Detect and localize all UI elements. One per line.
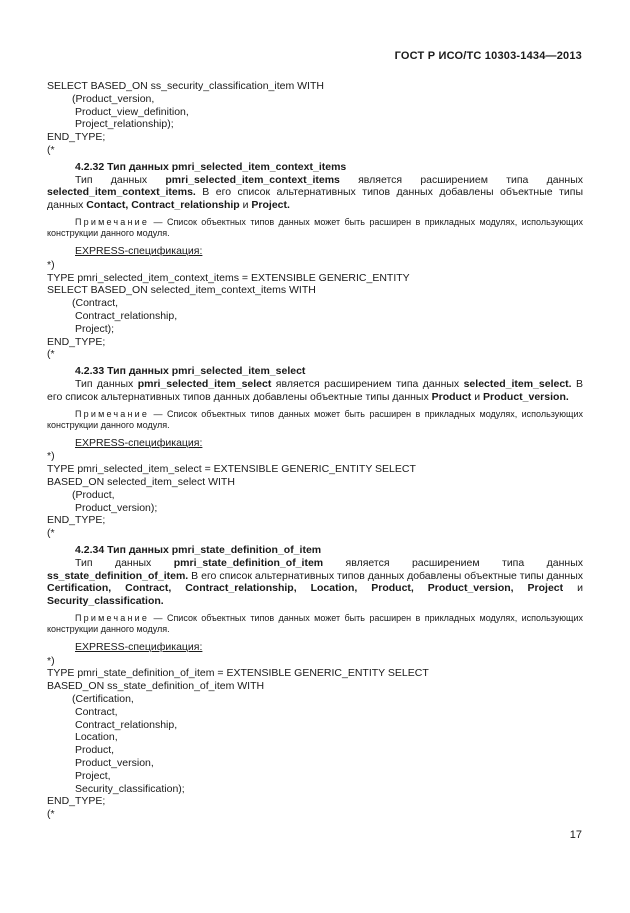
note-text: — Список объектных типов данных может быть расширен в прикладных модулях, использующих конструкции данного модуля.: [47, 216, 583, 238]
section-4-2-32: [47, 161, 583, 361]
code-line: *): [47, 258, 55, 271]
code-line: Project,: [75, 769, 111, 782]
code-line: (Contract,: [72, 297, 119, 310]
page-body: [47, 80, 583, 821]
note: [47, 613, 583, 635]
code-line: Location,: [75, 731, 118, 744]
code-line: TYPE pmri_state_definition_of_item = EXTENSIBLE GENERIC_ENTITY SELECT: [47, 667, 429, 680]
code-line: (Certification,: [72, 693, 134, 706]
code-line: END_TYPE;: [47, 131, 106, 144]
code-line: *): [47, 654, 55, 667]
section-4-2-34: [47, 544, 583, 821]
code-line: (*: [47, 527, 55, 540]
note-text: — Список объектных типов данных может быть расширен в прикладных модулях, использующих конструкции данного модуля.: [47, 612, 583, 634]
code-line: Contract,: [75, 705, 118, 718]
note-text: — Список объектных типов данных может быть расширен в прикладных модулях, использующих конструкции данного модуля.: [47, 408, 583, 430]
code-line: (*: [47, 808, 55, 821]
code-line: (Product,: [72, 488, 115, 501]
code-line: (*: [47, 348, 55, 361]
code-line: (Product_version,: [72, 92, 155, 105]
code-line: END_TYPE;: [47, 514, 106, 527]
code-line: END_TYPE;: [47, 795, 106, 808]
code-line: Contract_relationship,: [75, 309, 178, 322]
code-line: BASED_ON selected_item_select WITH: [47, 475, 235, 488]
section-4-2-33: [47, 365, 583, 540]
code-line: END_TYPE;: [47, 335, 106, 348]
code-line: BASED_ON ss_state_definition_of_item WITH: [47, 680, 265, 693]
code-line: Product_version,: [75, 757, 154, 770]
document-header: ГОСТ Р ИСО/ТС 10303-1434—2013: [394, 50, 582, 62]
code-line: Product,: [75, 744, 115, 757]
section-paragraph: Тип данных pmri_state_definition_of_item является расширением типа данных ss_state_definition_of_item. В его список альтернативных типов данных добавлены объектные типы данных Certification, Contract, Contract_relationship, Location, Product, Product_version, Project и Security_classification.: [47, 556, 583, 608]
express-spec-label: EXPRESS-спецификация:: [75, 436, 203, 449]
note-label: Примечание: [75, 612, 150, 623]
section-heading: 4.2.34 Тип данных pmri_state_definition_of_item: [75, 543, 322, 556]
section-paragraph: Тип данных pmri_selected_item_context_items является расширением типа данных selected_item_context_items. В его список альтернативных типов данных добавлены объектные типы данных Contact, Contract_relationship и Project.: [47, 173, 583, 212]
code-line: Security_classification);: [75, 782, 185, 795]
section-paragraph: Тип данных pmri_selected_item_select является расширением типа данных selected_item_select. В его список альтернативных типов данных добавлены объектные типы данных Product и Product_version.: [47, 377, 583, 403]
code-line: Project_relationship);: [75, 118, 174, 131]
code-line: Product_view_definition,: [75, 105, 189, 118]
code-line: Project);: [75, 322, 115, 335]
code-line: TYPE pmri_selected_item_context_items = EXTENSIBLE GENERIC_ENTITY: [47, 271, 410, 284]
code-line: *): [47, 450, 55, 463]
page-number: 17: [569, 829, 582, 841]
note-label: Примечание: [75, 408, 150, 419]
code-block-security-classification: [47, 80, 583, 157]
code-line: SELECT BASED_ON ss_security_classification_item WITH: [47, 80, 324, 92]
note: [47, 409, 583, 431]
express-spec-label: EXPRESS-спецификация:: [75, 244, 203, 257]
code-line: Contract_relationship,: [75, 718, 178, 731]
code-line: TYPE pmri_selected_item_select = EXTENSIBLE GENERIC_ENTITY SELECT: [47, 463, 416, 476]
code-line: Product_version);: [75, 501, 158, 514]
note: [47, 217, 583, 239]
section-heading: 4.2.32 Тип данных pmri_selected_item_context_items: [75, 160, 347, 173]
note-label: Примечание: [75, 216, 150, 227]
code-line: SELECT BASED_ON selected_item_context_items WITH: [47, 284, 316, 297]
section-heading: 4.2.33 Тип данных pmri_selected_item_select: [75, 365, 306, 378]
express-spec-label: EXPRESS-спецификация:: [75, 640, 203, 653]
code-line: (*: [47, 143, 55, 156]
